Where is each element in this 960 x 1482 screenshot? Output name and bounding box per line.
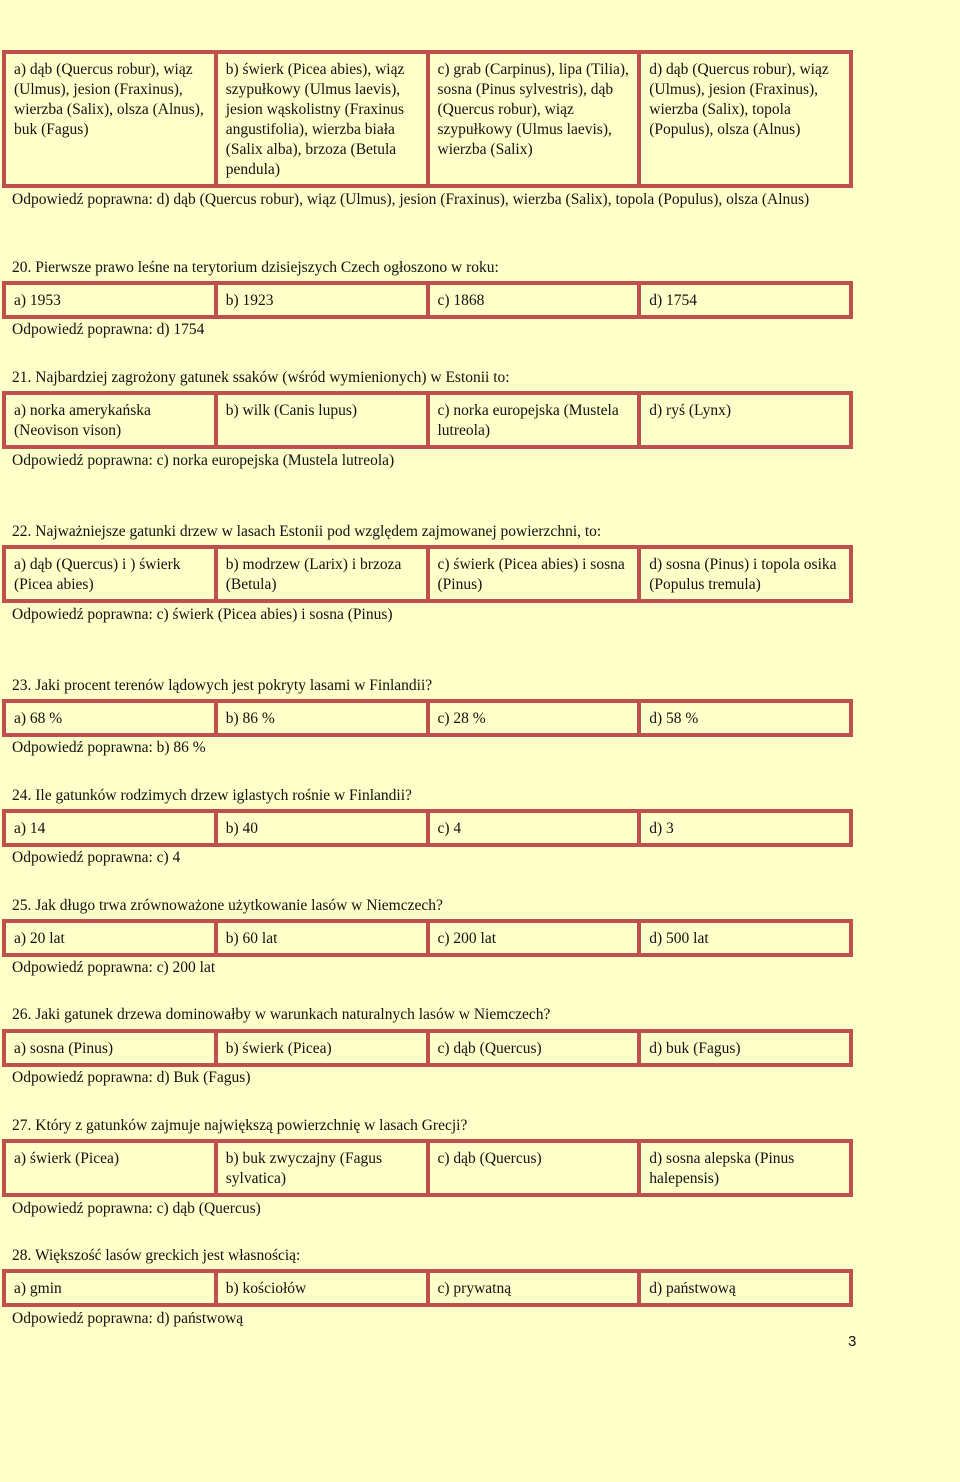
q20-option-d: d) 1754: [639, 283, 851, 317]
q19-option-a: a) dąb (Quercus robur), wiąz (Ulmus), jesion (Fraxinus), wierzba (Salix), olsza (Alnus), buk (Fagus): [4, 52, 216, 186]
q27-question: 27. Który z gatunków zajmuje największą powierzchnię w lasach Grecji?: [12, 1117, 468, 1134]
q23-answer: Odpowiedź poprawna: b) 86 %: [12, 739, 206, 756]
q20-option-b: b) 1923: [216, 283, 428, 317]
q20-question: 20. Pierwsze prawo leśne na terytorium dzisiejszych Czech ogłoszono w roku:: [12, 259, 499, 276]
q24-answer: Odpowiedź poprawna: c) 4: [12, 849, 181, 866]
q19-options-table: [2, 50, 853, 188]
q24-option-c: c) 4: [428, 811, 640, 845]
q26-option-a: a) sosna (Pinus): [4, 1031, 216, 1065]
page-number: 3: [848, 1333, 857, 1350]
q26-option-c: c) dąb (Quercus): [428, 1031, 640, 1065]
q20-option-c: c) 1868: [428, 283, 640, 317]
q28-options-row: [4, 1271, 851, 1305]
q21-option-d: d) ryś (Lynx): [639, 393, 851, 447]
q19-answer: Odpowiedź poprawna: d) dąb (Quercus robur), wiąz (Ulmus), jesion (Fraxinus), wierzba (Salix), topola (Populus), olsza (Alnus): [12, 191, 810, 208]
q22-option-c: c) świerk (Picea abies) i sosna (Pinus): [428, 547, 640, 601]
q25-question: 25. Jak długo trwa zrównoważone użytkowanie lasów w Niemczech?: [12, 897, 443, 914]
q21-options-row: [4, 393, 851, 447]
q27-option-d: d) sosna alepska (Pinus halepensis): [639, 1141, 851, 1195]
q26-answer: Odpowiedź poprawna: d) Buk (Fagus): [12, 1069, 251, 1086]
q26-option-b: b) świerk (Picea): [216, 1031, 428, 1065]
q21-option-c: c) norka europejska (Mustela lutreola): [428, 393, 640, 447]
q23-options-table: [2, 699, 853, 737]
q22-options-table: [2, 545, 853, 603]
q23-option-b: b) 86 %: [216, 701, 428, 735]
q28-answer: Odpowiedź poprawna: d) państwową: [12, 1310, 244, 1327]
q28-option-a: a) gmin: [4, 1271, 216, 1305]
q19-option-c: c) grab (Carpinus), lipa (Tilia), sosna (Pinus sylvestris), dąb (Quercus robur), wiąz szypułkowy (Ulmus laevis), wierzba (Salix): [428, 52, 640, 186]
q24-options-table: [2, 809, 853, 847]
q24-option-a: a) 14: [4, 811, 216, 845]
q27-options-row: [4, 1141, 851, 1195]
q26-options-table: [2, 1029, 853, 1067]
q24-option-b: b) 40: [216, 811, 428, 845]
q23-question: 23. Jaki procent terenów lądowych jest pokryty lasami w Finlandii?: [12, 677, 433, 694]
q21-answer: Odpowiedź poprawna: c) norka europejska (Mustela lutreola): [12, 452, 395, 469]
q20-options-table: [2, 281, 853, 319]
q25-option-b: b) 60 lat: [216, 921, 428, 955]
q26-question: 26. Jaki gatunek drzewa dominowałby w warunkach naturalnych lasów w Niemczech?: [12, 1006, 551, 1023]
q21-option-a: a) norka amerykańska (Neovison vison): [4, 393, 216, 447]
q23-option-c: c) 28 %: [428, 701, 640, 735]
q20-answer: Odpowiedź poprawna: d) 1754: [12, 321, 205, 338]
q27-answer: Odpowiedź poprawna: c) dąb (Quercus): [12, 1200, 261, 1217]
q22-question: 22. Najważniejsze gatunki drzew w lasach Estonii pod względem zajmowanej powierzchni, to:: [12, 523, 602, 540]
q22-option-a: a) dąb (Quercus) i ) świerk (Picea abies): [4, 547, 216, 601]
q27-options-table: [2, 1139, 853, 1197]
q24-question: 24. Ile gatunków rodzimych drzew iglastych rośnie w Finlandii?: [12, 787, 412, 804]
q25-option-c: c) 200 lat: [428, 921, 640, 955]
q25-options-row: [4, 921, 851, 955]
q28-option-c: c) prywatną: [428, 1271, 640, 1305]
q21-question: 21. Najbardziej zagrożony gatunek ssaków (wśród wymienionych) w Estonii to:: [12, 369, 510, 386]
q23-option-a: a) 68 %: [4, 701, 216, 735]
q27-option-b: b) buk zwyczajny (Fagus sylvatica): [216, 1141, 428, 1195]
q19-option-d: d) dąb (Quercus robur), wiąz (Ulmus), jesion (Fraxinus), wierzba (Salix), topola (Populus), olsza (Alnus): [639, 52, 851, 186]
q21-option-b: b) wilk (Canis lupus): [216, 393, 428, 447]
q20-option-a: a) 1953: [4, 283, 216, 317]
q22-option-b: b) modrzew (Larix) i brzoza (Betula): [216, 547, 428, 601]
q26-options-row: [4, 1031, 851, 1065]
q22-answer: Odpowiedź poprawna: c) świerk (Picea abies) i sosna (Pinus): [12, 606, 393, 623]
q28-option-d: d) państwową: [639, 1271, 851, 1305]
q22-options-row: [4, 547, 851, 601]
q25-answer: Odpowiedź poprawna: c) 200 lat: [12, 959, 216, 976]
q27-option-c: c) dąb (Quercus): [428, 1141, 640, 1195]
q26-option-d: d) buk (Fagus): [639, 1031, 851, 1065]
q21-options-table: [2, 391, 853, 449]
q28-option-b: b) kościołów: [216, 1271, 428, 1305]
q19-options-row: [4, 52, 851, 186]
q25-option-a: a) 20 lat: [4, 921, 216, 955]
q23-options-row: [4, 701, 851, 735]
q23-option-d: d) 58 %: [639, 701, 851, 735]
q22-option-d: d) sosna (Pinus) i topola osika (Populus tremula): [639, 547, 851, 601]
q28-options-table: [2, 1269, 853, 1307]
q24-option-d: d) 3: [639, 811, 851, 845]
q20-options-row: [4, 283, 851, 317]
q25-options-table: [2, 919, 853, 957]
q25-option-d: d) 500 lat: [639, 921, 851, 955]
q27-option-a: a) świerk (Picea): [4, 1141, 216, 1195]
q19-option-b: b) świerk (Picea abies), wiąz szypułkowy (Ulmus laevis), jesion wąskolistny (Fraxinus angustifolia), wierzba biała (Salix alba), brzoza (Betula pendula): [216, 52, 428, 186]
q24-options-row: [4, 811, 851, 845]
q28-question: 28. Większość lasów greckich jest własnością:: [12, 1247, 301, 1264]
